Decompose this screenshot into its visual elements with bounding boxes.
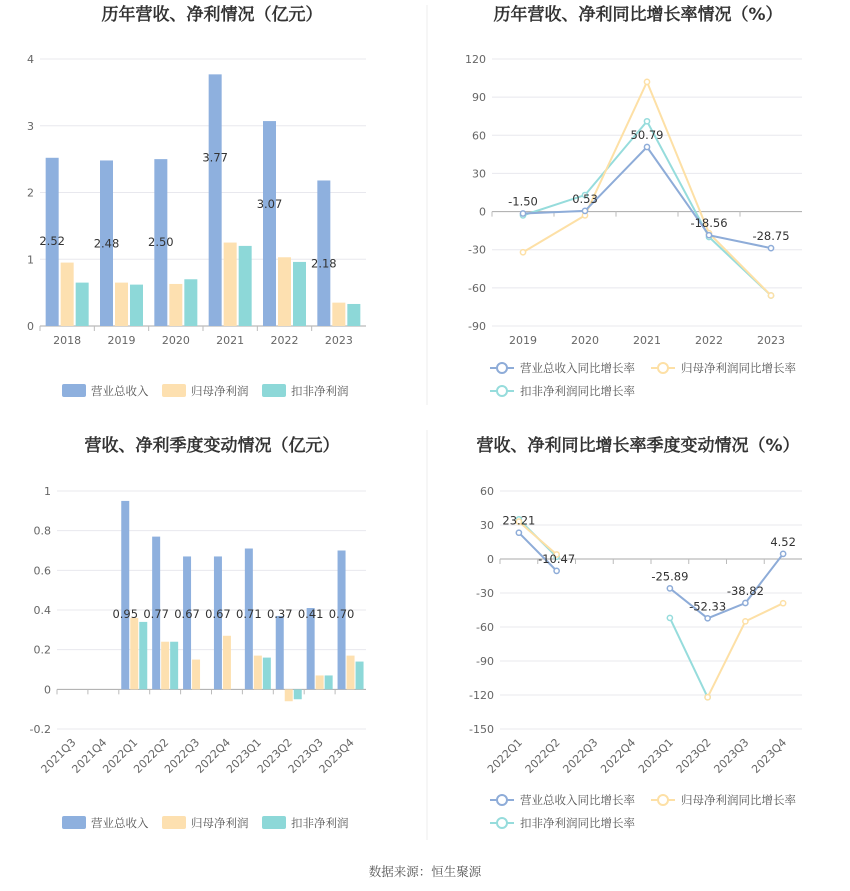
data-label: 0.37 [266, 606, 293, 621]
data-point [667, 615, 672, 620]
y-tick-label: -0.2 [29, 723, 51, 736]
bar [278, 257, 291, 326]
data-point [516, 530, 521, 535]
bar [294, 689, 302, 699]
y-tick-label: 0 [487, 553, 494, 566]
bar [130, 618, 138, 689]
bar [161, 642, 169, 690]
y-tick-label: -120 [469, 689, 494, 702]
bar [184, 279, 197, 326]
y-tick-label: 3 [27, 119, 34, 133]
data-label: 3.77 [202, 150, 228, 165]
x-tick-label: 2023Q1 [635, 735, 676, 776]
legend-marker-icon[interactable] [497, 818, 507, 828]
data-point [705, 616, 710, 621]
data-point [768, 293, 773, 298]
x-tick-label: 2020 [571, 334, 599, 347]
y-tick-label: -90 [476, 655, 494, 668]
panel-quarterly-growth [469, 435, 802, 830]
data-label: 0.53 [572, 191, 598, 206]
bar [254, 656, 262, 690]
chart-title: 营收、净利季度变动情况（亿元） [84, 436, 340, 456]
legend-swatch[interactable] [262, 816, 286, 829]
bar [183, 556, 191, 689]
data-label: -10.47 [538, 551, 576, 566]
legend-swatch[interactable] [62, 816, 86, 829]
legend-swatch[interactable] [62, 384, 86, 397]
legend-marker-icon[interactable] [497, 363, 507, 373]
legend-marker-icon[interactable] [658, 363, 668, 373]
chart-title: 营收、净利同比增长率季度变动情况（%） [476, 436, 800, 456]
data-source-footer: 数据来源：恒生聚源 [368, 864, 482, 879]
legend-label[interactable]: 营业总收入 [91, 816, 149, 830]
x-tick-label: 2020 [161, 334, 190, 347]
bar [139, 622, 147, 689]
data-point [520, 211, 525, 216]
bar [325, 675, 333, 689]
legend-label[interactable]: 归母净利润同比增长率 [681, 361, 796, 375]
series-line [523, 82, 771, 296]
data-label: 0.41 [297, 606, 324, 621]
legend-label[interactable]: 扣非净利润同比增长率 [520, 816, 635, 830]
y-tick-label: 0 [27, 320, 34, 333]
legend-label[interactable]: 营业总收入同比增长率 [520, 361, 635, 375]
y-tick-label: 0.4 [33, 604, 51, 617]
x-tick-label: 2022Q4 [193, 735, 234, 776]
x-tick-label: 2022Q3 [162, 735, 203, 776]
y-tick-label: 1 [27, 253, 34, 267]
data-point [706, 233, 711, 238]
x-tick-label: 2021 [216, 334, 245, 347]
data-label: -18.56 [690, 216, 728, 231]
y-tick-label: 0.6 [33, 564, 51, 578]
y-tick-label: 30 [480, 519, 494, 532]
legend-marker-icon[interactable] [658, 795, 668, 805]
x-tick-label: 2019 [107, 334, 136, 347]
data-point [644, 144, 649, 149]
data-label: 4.52 [770, 534, 796, 549]
panel-annual-bar [27, 4, 366, 398]
x-tick-label: 2022 [270, 334, 299, 347]
bar [356, 662, 364, 690]
bar [121, 501, 129, 689]
data-label: 2.50 [148, 235, 174, 250]
data-label: 0.67 [174, 606, 200, 621]
y-tick-label: -60 [468, 281, 486, 295]
data-point [705, 695, 710, 700]
x-tick-label: 2023 [324, 334, 353, 347]
data-label: 50.79 [630, 127, 664, 142]
legend-label[interactable]: 扣非净利润 [291, 816, 349, 830]
x-tick-label: 2019 [509, 334, 537, 347]
bar [209, 74, 222, 326]
data-label: 0.70 [328, 606, 355, 621]
bar [239, 246, 252, 326]
bar [293, 262, 306, 326]
y-tick-label: 0.8 [33, 524, 51, 538]
y-tick-label: 1 [44, 485, 51, 498]
bar [276, 616, 284, 689]
legend-label[interactable]: 扣非净利润同比增长率 [520, 384, 635, 398]
data-label: 0.77 [143, 606, 169, 621]
x-tick-label: 2022Q1 [484, 735, 525, 776]
y-tick-label: 60 [480, 485, 494, 498]
bar [115, 283, 128, 326]
series-line [523, 147, 771, 248]
y-tick-label: 120 [465, 53, 486, 66]
bar [317, 180, 330, 326]
y-tick-label: 4 [27, 53, 34, 66]
data-label: 0.67 [205, 606, 231, 621]
bar [223, 636, 231, 690]
y-tick-label: 0.2 [33, 643, 51, 657]
legend-swatch[interactable] [162, 816, 186, 829]
bar [61, 263, 74, 326]
data-point [644, 79, 649, 84]
y-tick-label: -60 [476, 621, 494, 634]
y-tick-label: 30 [472, 167, 486, 181]
x-tick-label: 2018 [53, 334, 82, 347]
data-label: 3.07 [256, 197, 283, 212]
data-point [667, 586, 672, 591]
data-label: 23.21 [502, 513, 536, 528]
data-point [554, 568, 559, 573]
y-tick-label: 0 [44, 683, 51, 697]
panel-quarterly-bar [30, 435, 366, 830]
data-label: -38.82 [726, 583, 764, 598]
legend-marker-icon[interactable] [497, 386, 507, 396]
data-label: 2.52 [39, 233, 65, 248]
data-label: -52.33 [689, 599, 727, 614]
legend-swatch[interactable] [162, 384, 186, 397]
x-tick-label: 2022 [695, 334, 723, 347]
bar [347, 656, 355, 690]
y-tick-label: 90 [472, 91, 486, 105]
data-point [644, 119, 649, 124]
x-tick-label: 2022Q1 [100, 735, 141, 776]
x-tick-label: 2023 [757, 334, 785, 347]
x-tick-label: 2022Q4 [598, 735, 639, 776]
data-point [582, 208, 587, 213]
y-tick-label: 60 [472, 129, 486, 143]
chart-title: 历年营收、净利同比增长率情况（%） [493, 5, 783, 25]
legend-label[interactable]: 归母净利润同比增长率 [681, 793, 796, 807]
x-tick-label: 2023Q3 [711, 735, 752, 776]
bar [224, 243, 237, 326]
x-tick-label: 2021 [633, 334, 661, 347]
bar [170, 642, 178, 690]
bar [285, 689, 293, 701]
series-line [670, 618, 708, 697]
x-tick-label: 2023Q4 [316, 735, 357, 776]
bar [169, 284, 182, 326]
data-label: 2.18 [311, 256, 337, 271]
legend-label[interactable]: 营业总收入 [91, 384, 149, 398]
legend-label[interactable]: 扣非净利润 [291, 384, 349, 398]
data-label: 0.71 [236, 606, 262, 621]
x-tick-label: 2021Q4 [69, 735, 110, 776]
bar [130, 285, 143, 326]
legend-label[interactable]: 归母净利润 [191, 384, 249, 398]
data-label: -28.75 [752, 229, 790, 244]
legend-swatch[interactable] [262, 384, 286, 397]
chart-title: 历年营收、净利情况（亿元） [101, 5, 323, 25]
data-label: -1.50 [508, 194, 538, 209]
data-point [743, 600, 748, 605]
data-point [781, 551, 786, 556]
x-tick-label: 2023Q2 [673, 735, 714, 776]
data-point [768, 246, 773, 251]
legend-marker-icon[interactable] [497, 795, 507, 805]
y-tick-label: -90 [468, 320, 486, 333]
x-tick-label: 2023Q3 [285, 735, 326, 776]
y-tick-label: -150 [469, 723, 494, 736]
bar [332, 303, 345, 326]
data-point [781, 601, 786, 606]
data-label: -25.89 [651, 569, 689, 584]
bar [214, 556, 222, 689]
legend-label[interactable]: 归母净利润 [191, 816, 249, 830]
y-tick-label: -30 [476, 587, 494, 600]
x-tick-label: 2022Q2 [522, 735, 563, 776]
bar [263, 121, 276, 326]
y-tick-label: 0 [479, 205, 486, 219]
data-label: 0.95 [112, 606, 139, 621]
bar [263, 658, 271, 690]
x-tick-label: 2022Q3 [560, 735, 601, 776]
x-tick-label: 2021Q3 [38, 735, 79, 776]
legend-label[interactable]: 营业总收入同比增长率 [520, 793, 635, 807]
bar [316, 675, 324, 689]
data-point [520, 250, 525, 255]
y-tick-label: 2 [27, 186, 34, 200]
x-tick-label: 2023Q1 [223, 735, 264, 776]
bar [192, 660, 200, 690]
y-tick-label: -30 [468, 243, 486, 257]
data-point [743, 619, 748, 624]
x-tick-label: 2022Q2 [131, 735, 172, 776]
series-line [708, 603, 784, 697]
x-tick-label: 2023Q2 [254, 735, 295, 776]
panel-annual-growth [465, 4, 802, 398]
x-tick-label: 2023Q4 [749, 735, 790, 776]
bar [347, 304, 360, 326]
data-label: 2.48 [93, 236, 120, 251]
bar [76, 283, 89, 326]
